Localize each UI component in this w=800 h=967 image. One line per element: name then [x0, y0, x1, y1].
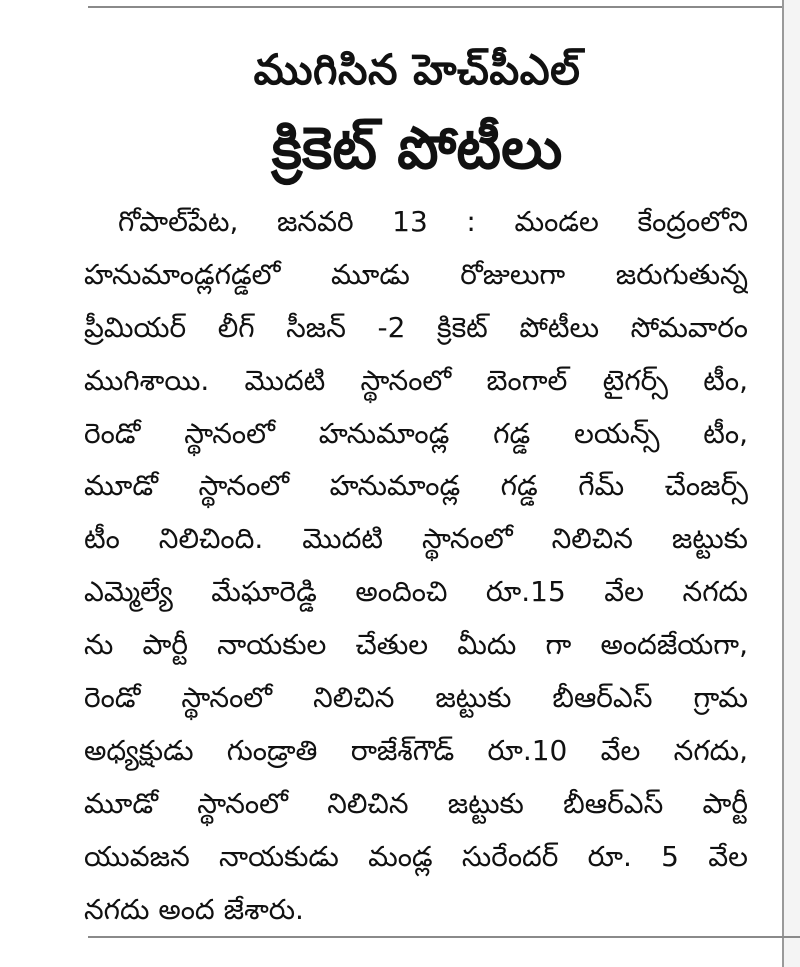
body-line: గోపాల్‌పేట, జనవరి 13 : మండల కేంద్రంలోని	[118, 205, 748, 238]
body-line: ముగిశాయి. మొదటి స్థానంలో బెంగాల్ టైగర్స్ టీం,	[84, 363, 748, 397]
news-article	[82, 0, 752, 967]
body-line: ను పార్టీ నాయకుల చేతుల మీదు గా అందజేయగా,	[84, 628, 748, 662]
body-line: మూడో స్థానంలో నిలిచిన జట్టుకు బీఆర్ఎస్ పార్టీ	[84, 786, 748, 820]
article-body	[84, 196, 748, 936]
body-line: రెండో స్థానంలో నిలిచిన జట్టుకు బీఆర్ఎస్ గ్రామ	[84, 681, 748, 715]
body-line: ప్రీమియర్ లీగ్ సీజన్ -2 క్రికెట్ పోటీలు సోమవారం	[84, 310, 748, 344]
body-line: ఎమ్మెల్యే మేఘారెడ్డి అందించి రూ.15 వేల నగదు	[84, 575, 748, 609]
body-line: రెండో స్థానంలో హనుమాండ్ల గడ్డ లయన్స్ టీం,	[84, 416, 748, 450]
bottom-rule	[88, 936, 800, 938]
body-line: యువజన నాయకుడు మండ్ల సురేందర్ రూ. 5 వేల	[84, 839, 748, 873]
body-line: మూడో స్థానంలో హనుమాండ్ల గడ్డ గేమ్ చేంజర్స్	[84, 469, 748, 503]
adjacent-column-edge	[784, 0, 800, 967]
body-line: టీం నిలిచింది. మొదటి స్థానంలో నిలిచిన జట్టుకు	[84, 522, 748, 556]
body-line: నగదు అంద జేశారు.	[84, 892, 304, 926]
headline-kicker: ముగిసిన హెచ్‌పీఎల్	[253, 45, 581, 94]
body-line: అధ్యక్షుడు గుండ్రాతి రాజేశ్‌గౌడ్ రూ.10 వేల నగదు,	[84, 733, 748, 767]
body-line: హనుమాండ్లగడ్డలో మూడు రోజులుగా జరుగుతున్న	[84, 257, 748, 291]
headline-main: క్రికెట్ పోటీలు	[271, 114, 563, 182]
